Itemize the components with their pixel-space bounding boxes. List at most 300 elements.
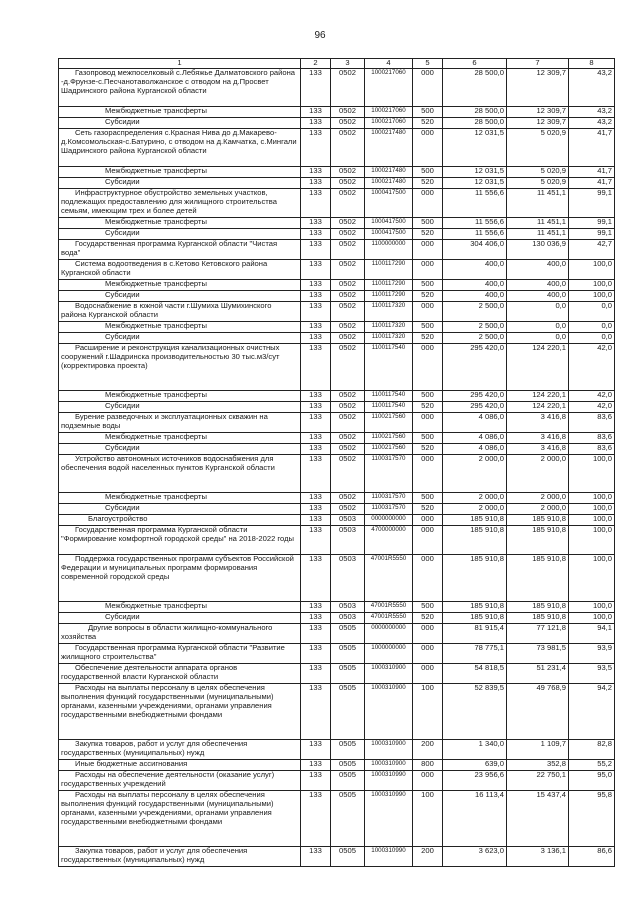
cell-rzpr: 0505 — [331, 624, 365, 644]
cell-pct: 93,9 — [569, 644, 615, 664]
cell-pct: 41,7 — [569, 129, 615, 167]
cell-csr: 1100117540 — [365, 391, 413, 402]
cell-pct: 99,1 — [569, 218, 615, 229]
header-cell-plan: 6 — [443, 59, 507, 69]
cell-fact: 3 136,1 — [507, 847, 569, 867]
cell-pct: 100,0 — [569, 260, 615, 280]
cell-plan: 11 556,6 — [443, 218, 507, 229]
table-row — [59, 771, 615, 791]
cell-vr: 100 — [413, 684, 443, 740]
table-row — [59, 493, 615, 504]
cell-plan: 81 915,4 — [443, 624, 507, 644]
cell-fact: 185 910,8 — [507, 515, 569, 526]
cell-name: Расширение и реконструкция канализационных очистных сооружений г.Шадринска производительностью 30 тыс.м3/сут (корректировка проекта) — [59, 344, 301, 391]
cell-rzpr: 0502 — [331, 229, 365, 240]
table-row — [59, 791, 615, 847]
cell-grbs: 133 — [301, 129, 331, 167]
header-cell-grbs: 2 — [301, 59, 331, 69]
cell-grbs: 133 — [301, 433, 331, 444]
cell-fact: 124 220,1 — [507, 344, 569, 391]
cell-plan: 54 818,5 — [443, 664, 507, 684]
cell-plan: 295 420,0 — [443, 391, 507, 402]
cell-rzpr: 0503 — [331, 602, 365, 613]
cell-csr: 47001R5550 — [365, 555, 413, 602]
cell-pct: 100,0 — [569, 504, 615, 515]
table-row — [59, 555, 615, 602]
cell-plan: 185 910,8 — [443, 515, 507, 526]
cell-fact: 12 309,7 — [507, 69, 569, 107]
cell-pct: 95,8 — [569, 791, 615, 847]
cell-grbs: 133 — [301, 344, 331, 391]
cell-plan: 2 000,0 — [443, 493, 507, 504]
cell-name: Субсидии — [59, 118, 301, 129]
cell-rzpr: 0502 — [331, 69, 365, 107]
cell-name: Обеспечение деятельности аппарата органов государственной власти Курганской области — [59, 664, 301, 684]
cell-rzpr: 0502 — [331, 167, 365, 178]
cell-grbs: 133 — [301, 189, 331, 218]
cell-name: Государственная программа Курганской области "Чистая вода" — [59, 240, 301, 260]
cell-fact: 0,0 — [507, 322, 569, 333]
cell-rzpr: 0502 — [331, 302, 365, 322]
cell-vr: 000 — [413, 189, 443, 218]
cell-vr: 000 — [413, 664, 443, 684]
cell-csr: 1000310900 — [365, 740, 413, 760]
table-row — [59, 344, 615, 391]
header-cell-name: 1 — [59, 59, 301, 69]
cell-name: Межбюджетные трансферты — [59, 280, 301, 291]
cell-vr: 000 — [413, 69, 443, 107]
cell-plan: 28 500,0 — [443, 118, 507, 129]
cell-rzpr: 0505 — [331, 771, 365, 791]
cell-vr: 500 — [413, 107, 443, 118]
cell-name: Устройство автономных источников водоснабжения для обеспечения водой населенных пунктов Курганской области — [59, 455, 301, 493]
cell-grbs: 133 — [301, 218, 331, 229]
cell-vr: 000 — [413, 624, 443, 644]
cell-pct: 99,1 — [569, 229, 615, 240]
cell-pct: 43,2 — [569, 69, 615, 107]
cell-plan: 23 956,6 — [443, 771, 507, 791]
table-row — [59, 613, 615, 624]
cell-csr: 1000310990 — [365, 847, 413, 867]
cell-plan: 295 420,0 — [443, 344, 507, 391]
cell-grbs: 133 — [301, 322, 331, 333]
cell-fact: 3 416,8 — [507, 444, 569, 455]
table-row — [59, 167, 615, 178]
cell-rzpr: 0503 — [331, 515, 365, 526]
cell-plan: 639,0 — [443, 760, 507, 771]
cell-csr: 1100117540 — [365, 344, 413, 391]
cell-name: Газопровод межпоселковый с.Лебяжье Далматовского района -д.Фрунзе-с.Песчанотаволжанское с отводом на д.Просвет Шадринского района Курганской области — [59, 69, 301, 107]
cell-grbs: 133 — [301, 555, 331, 602]
cell-name: Бурение разведочных и эксплуатационных скважин на подземные воды — [59, 413, 301, 433]
cell-pct: 94,2 — [569, 684, 615, 740]
cell-plan: 12 031,5 — [443, 167, 507, 178]
cell-grbs: 133 — [301, 526, 331, 555]
cell-plan: 2 000,0 — [443, 455, 507, 493]
table-row — [59, 455, 615, 493]
cell-vr: 000 — [413, 555, 443, 602]
cell-vr: 000 — [413, 771, 443, 791]
table-row — [59, 515, 615, 526]
cell-name: Иные бюджетные ассигнования — [59, 760, 301, 771]
table-row — [59, 107, 615, 118]
cell-plan: 3 623,0 — [443, 847, 507, 867]
cell-grbs: 133 — [301, 493, 331, 504]
cell-pct: 100,0 — [569, 555, 615, 602]
cell-plan: 12 031,5 — [443, 178, 507, 189]
cell-csr: 1100217560 — [365, 433, 413, 444]
cell-fact: 2 000,0 — [507, 455, 569, 493]
cell-name: Межбюджетные трансферты — [59, 602, 301, 613]
cell-plan: 2 500,0 — [443, 333, 507, 344]
cell-plan: 28 500,0 — [443, 69, 507, 107]
cell-plan: 4 086,0 — [443, 444, 507, 455]
cell-vr: 500 — [413, 322, 443, 333]
cell-rzpr: 0502 — [331, 280, 365, 291]
table-row — [59, 129, 615, 167]
table-row — [59, 118, 615, 129]
cell-pct: 82,8 — [569, 740, 615, 760]
cell-vr: 500 — [413, 218, 443, 229]
cell-csr: 1100117290 — [365, 260, 413, 280]
table-row — [59, 624, 615, 644]
cell-csr: 1000310900 — [365, 664, 413, 684]
cell-plan: 52 839,5 — [443, 684, 507, 740]
cell-csr: 1100317570 — [365, 455, 413, 493]
cell-csr: 1000310990 — [365, 791, 413, 847]
cell-vr: 500 — [413, 280, 443, 291]
cell-fact: 1 109,7 — [507, 740, 569, 760]
cell-pct: 100,0 — [569, 493, 615, 504]
table-row — [59, 291, 615, 302]
cell-fact: 73 981,5 — [507, 644, 569, 664]
cell-pct: 42,7 — [569, 240, 615, 260]
cell-pct: 42,0 — [569, 344, 615, 391]
cell-csr: 1000417500 — [365, 218, 413, 229]
cell-csr: 1000217060 — [365, 69, 413, 107]
cell-fact: 400,0 — [507, 291, 569, 302]
cell-vr: 520 — [413, 118, 443, 129]
cell-rzpr: 0502 — [331, 433, 365, 444]
cell-plan: 2 500,0 — [443, 302, 507, 322]
cell-csr: 0000000000 — [365, 624, 413, 644]
table-row — [59, 602, 615, 613]
cell-grbs: 133 — [301, 791, 331, 847]
cell-plan: 304 406,0 — [443, 240, 507, 260]
header-cell-csr: 4 — [365, 59, 413, 69]
cell-rzpr: 0502 — [331, 218, 365, 229]
cell-pct: 83,6 — [569, 433, 615, 444]
page-number: 96 — [314, 30, 326, 41]
cell-fact: 130 036,9 — [507, 240, 569, 260]
cell-rzpr: 0502 — [331, 444, 365, 455]
cell-fact: 185 910,8 — [507, 555, 569, 602]
cell-vr: 520 — [413, 613, 443, 624]
cell-grbs: 133 — [301, 402, 331, 413]
cell-grbs: 133 — [301, 760, 331, 771]
table-row — [59, 189, 615, 218]
cell-rzpr: 0502 — [331, 344, 365, 391]
cell-vr: 000 — [413, 515, 443, 526]
cell-csr: 1000417500 — [365, 189, 413, 218]
cell-name: Межбюджетные трансферты — [59, 218, 301, 229]
cell-plan: 16 113,4 — [443, 791, 507, 847]
cell-pct: 42,0 — [569, 402, 615, 413]
cell-csr: 1000310900 — [365, 760, 413, 771]
cell-rzpr: 0505 — [331, 644, 365, 664]
cell-csr: 1000217480 — [365, 167, 413, 178]
cell-pct: 100,0 — [569, 602, 615, 613]
cell-name: Субсидии — [59, 402, 301, 413]
cell-plan: 185 910,8 — [443, 526, 507, 555]
cell-vr: 500 — [413, 391, 443, 402]
cell-pct: 100,0 — [569, 526, 615, 555]
cell-rzpr: 0502 — [331, 178, 365, 189]
cell-name: Субсидии — [59, 178, 301, 189]
cell-fact: 77 121,8 — [507, 624, 569, 644]
cell-name: Субсидии — [59, 291, 301, 302]
cell-grbs: 133 — [301, 740, 331, 760]
cell-fact: 2 000,0 — [507, 493, 569, 504]
cell-pct: 43,2 — [569, 118, 615, 129]
cell-fact: 2 000,0 — [507, 504, 569, 515]
table-row — [59, 333, 615, 344]
cell-plan: 4 086,0 — [443, 413, 507, 433]
cell-csr: 1000417500 — [365, 229, 413, 240]
cell-csr: 1100117290 — [365, 280, 413, 291]
cell-rzpr: 0502 — [331, 322, 365, 333]
cell-vr: 200 — [413, 847, 443, 867]
cell-grbs: 133 — [301, 602, 331, 613]
cell-name: Водоснабжение в южной части г.Шумиха Шумихинского района Курганской области — [59, 302, 301, 322]
cell-fact: 3 416,8 — [507, 433, 569, 444]
cell-rzpr: 0502 — [331, 129, 365, 167]
table-row — [59, 684, 615, 740]
cell-plan: 295 420,0 — [443, 402, 507, 413]
cell-rzpr: 0505 — [331, 847, 365, 867]
table-row — [59, 218, 615, 229]
table-row — [59, 504, 615, 515]
cell-name: Поддержка государственных программ субъектов Российской Федерации и муниципальных программ формирования современной городской среды — [59, 555, 301, 602]
table-row — [59, 240, 615, 260]
cell-name: Субсидии — [59, 613, 301, 624]
cell-plan: 400,0 — [443, 260, 507, 280]
cell-fact: 124 220,1 — [507, 391, 569, 402]
table-row — [59, 847, 615, 867]
table-row — [59, 644, 615, 664]
cell-rzpr: 0503 — [331, 526, 365, 555]
cell-grbs: 133 — [301, 444, 331, 455]
table-body — [59, 69, 615, 867]
table-row — [59, 178, 615, 189]
cell-csr: 1100000000 — [365, 240, 413, 260]
cell-vr: 000 — [413, 260, 443, 280]
cell-grbs: 133 — [301, 455, 331, 493]
cell-pct: 100,0 — [569, 613, 615, 624]
table-row — [59, 69, 615, 107]
cell-grbs: 133 — [301, 333, 331, 344]
cell-fact: 51 231,4 — [507, 664, 569, 684]
cell-grbs: 133 — [301, 302, 331, 322]
cell-vr: 000 — [413, 644, 443, 664]
cell-fact: 0,0 — [507, 302, 569, 322]
cell-pct: 83,6 — [569, 444, 615, 455]
cell-name: Субсидии — [59, 333, 301, 344]
cell-pct: 93,5 — [569, 664, 615, 684]
cell-csr: 1000217480 — [365, 129, 413, 167]
cell-pct: 83,6 — [569, 413, 615, 433]
cell-rzpr: 0502 — [331, 413, 365, 433]
cell-rzpr: 0502 — [331, 504, 365, 515]
cell-vr: 200 — [413, 740, 443, 760]
cell-rzpr: 0502 — [331, 189, 365, 218]
cell-csr: 1100217560 — [365, 444, 413, 455]
cell-vr: 000 — [413, 455, 443, 493]
cell-grbs: 133 — [301, 280, 331, 291]
cell-grbs: 133 — [301, 613, 331, 624]
cell-rzpr: 0502 — [331, 493, 365, 504]
cell-grbs: 133 — [301, 624, 331, 644]
cell-pct: 99,1 — [569, 189, 615, 218]
header-cell-rzpr: 3 — [331, 59, 365, 69]
cell-grbs: 133 — [301, 260, 331, 280]
cell-name: Система водоотведения в с.Кетово Кетовского района Курганской области — [59, 260, 301, 280]
cell-vr: 100 — [413, 791, 443, 847]
cell-vr: 000 — [413, 129, 443, 167]
cell-rzpr: 0502 — [331, 333, 365, 344]
cell-pct: 55,2 — [569, 760, 615, 771]
cell-csr: 1100317570 — [365, 504, 413, 515]
table-row — [59, 302, 615, 322]
cell-vr: 800 — [413, 760, 443, 771]
cell-fact: 185 910,8 — [507, 602, 569, 613]
cell-rzpr: 0502 — [331, 391, 365, 402]
cell-rzpr: 0502 — [331, 260, 365, 280]
cell-vr: 500 — [413, 433, 443, 444]
cell-plan: 28 500,0 — [443, 107, 507, 118]
table-row — [59, 280, 615, 291]
cell-vr: 520 — [413, 291, 443, 302]
cell-name: Государственная программа Курганской области "Формирование комфортной городской среды" на 2018-2022 годы — [59, 526, 301, 555]
cell-rzpr: 0505 — [331, 664, 365, 684]
cell-fact: 352,8 — [507, 760, 569, 771]
cell-rzpr: 0505 — [331, 760, 365, 771]
cell-plan: 11 556,6 — [443, 189, 507, 218]
cell-fact: 15 437,4 — [507, 791, 569, 847]
cell-pct: 100,0 — [569, 455, 615, 493]
cell-grbs: 133 — [301, 515, 331, 526]
cell-csr: 1100117320 — [365, 322, 413, 333]
cell-pct: 100,0 — [569, 291, 615, 302]
table-row — [59, 229, 615, 240]
cell-name: Межбюджетные трансферты — [59, 107, 301, 118]
cell-fact: 400,0 — [507, 280, 569, 291]
cell-vr: 000 — [413, 302, 443, 322]
cell-name: Расходы на выплаты персоналу в целях обеспечения выполнения функций государственными (муниципальными) органами, казенными учреждениями, органами управления государственными внебюджетными фондами — [59, 791, 301, 847]
header-cell-vr: 5 — [413, 59, 443, 69]
cell-vr: 520 — [413, 444, 443, 455]
cell-fact: 5 020,9 — [507, 167, 569, 178]
cell-grbs: 133 — [301, 291, 331, 302]
cell-pct: 0,0 — [569, 333, 615, 344]
cell-vr: 500 — [413, 602, 443, 613]
cell-csr: 4700000000 — [365, 526, 413, 555]
cell-plan: 11 556,6 — [443, 229, 507, 240]
cell-fact: 49 768,9 — [507, 684, 569, 740]
cell-name: Субсидии — [59, 504, 301, 515]
cell-grbs: 133 — [301, 240, 331, 260]
cell-fact: 124 220,1 — [507, 402, 569, 413]
cell-plan: 185 910,8 — [443, 613, 507, 624]
cell-grbs: 133 — [301, 167, 331, 178]
cell-plan: 78 775,1 — [443, 644, 507, 664]
cell-csr: 1000217480 — [365, 178, 413, 189]
cell-rzpr: 0505 — [331, 740, 365, 760]
cell-fact: 0,0 — [507, 333, 569, 344]
cell-fact: 5 020,9 — [507, 129, 569, 167]
cell-csr: 1000217060 — [365, 107, 413, 118]
cell-grbs: 133 — [301, 504, 331, 515]
cell-fact: 11 451,1 — [507, 229, 569, 240]
cell-pct: 95,0 — [569, 771, 615, 791]
cell-vr: 000 — [413, 413, 443, 433]
cell-rzpr: 0505 — [331, 791, 365, 847]
table-row — [59, 444, 615, 455]
cell-grbs: 133 — [301, 69, 331, 107]
cell-grbs: 133 — [301, 771, 331, 791]
cell-rzpr: 0502 — [331, 240, 365, 260]
cell-fact: 22 750,1 — [507, 771, 569, 791]
cell-fact: 12 309,7 — [507, 118, 569, 129]
cell-vr: 520 — [413, 402, 443, 413]
cell-grbs: 133 — [301, 847, 331, 867]
cell-grbs: 133 — [301, 178, 331, 189]
cell-plan: 2 500,0 — [443, 322, 507, 333]
cell-rzpr: 0502 — [331, 455, 365, 493]
table-row — [59, 322, 615, 333]
cell-csr: 47001R5550 — [365, 613, 413, 624]
cell-rzpr: 0503 — [331, 555, 365, 602]
cell-grbs: 133 — [301, 413, 331, 433]
table-row — [59, 526, 615, 555]
cell-pct: 0,0 — [569, 322, 615, 333]
cell-csr: 1100117290 — [365, 291, 413, 302]
cell-vr: 500 — [413, 167, 443, 178]
table-row — [59, 260, 615, 280]
cell-plan: 185 910,8 — [443, 602, 507, 613]
header-cell-pct: 8 — [569, 59, 615, 69]
cell-vr: 000 — [413, 344, 443, 391]
cell-grbs: 133 — [301, 118, 331, 129]
table-row — [59, 740, 615, 760]
cell-plan: 400,0 — [443, 280, 507, 291]
cell-name: Субсидии — [59, 229, 301, 240]
cell-csr: 1100117320 — [365, 333, 413, 344]
cell-name: Межбюджетные трансферты — [59, 493, 301, 504]
cell-vr: 000 — [413, 526, 443, 555]
cell-fact: 12 309,7 — [507, 107, 569, 118]
cell-name: Расходы на выплаты персоналу в целях обеспечения выполнения функций государственными (муниципальными) органами, казенными учреждениями, органами управления государственными внебюджетными фондами — [59, 684, 301, 740]
cell-csr: 47001R5550 — [365, 602, 413, 613]
cell-rzpr: 0502 — [331, 107, 365, 118]
cell-plan: 400,0 — [443, 291, 507, 302]
cell-csr: 1000000000 — [365, 644, 413, 664]
table-row — [59, 664, 615, 684]
cell-fact: 3 416,8 — [507, 413, 569, 433]
table-row — [59, 433, 615, 444]
header-row — [59, 59, 615, 69]
cell-name: Закупка товаров, работ и услуг для обеспечения государственных (муниципальных) нужд — [59, 740, 301, 760]
